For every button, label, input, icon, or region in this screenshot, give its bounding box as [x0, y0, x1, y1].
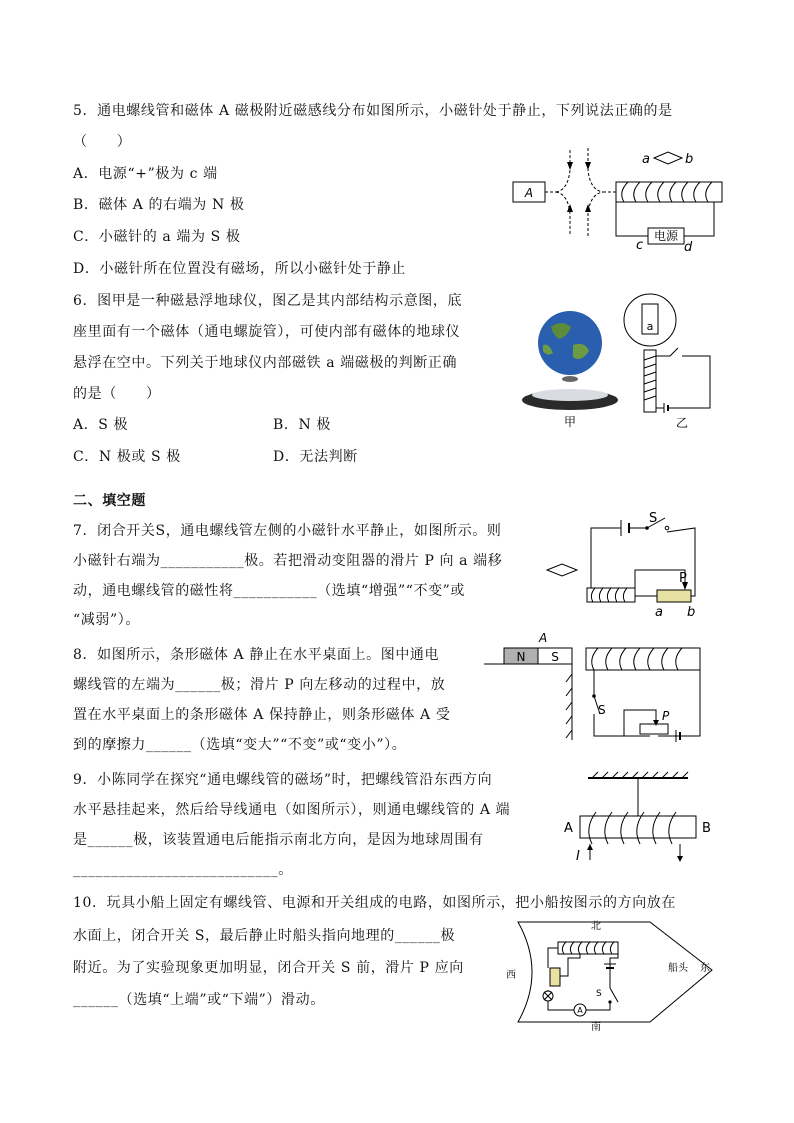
q6-stem-line3: 悬浮在空中。下列关于地球仪内部磁铁 a 端磁极的判断正确: [73, 355, 458, 371]
q5-option-d: D．小磁针所在位置没有磁场，所以小磁针处于静止: [73, 261, 407, 277]
q5-option-c: C．小磁针的 a 端为 S 极: [73, 229, 241, 245]
current-arrow-in: [587, 844, 593, 850]
switch-s-label: S: [649, 511, 658, 526]
field-arrow: [567, 204, 573, 212]
west-label: 西: [506, 970, 516, 981]
slider-p-label: P: [662, 709, 670, 723]
field-lines: [545, 148, 616, 236]
table-hatch: [566, 674, 572, 738]
q10-figure: [500, 918, 730, 1033]
q8-stem-line3: 置在水平桌面上的条形磁体 A 保持静止，则条形磁体 A 受: [73, 707, 451, 723]
q5-figure: [508, 140, 728, 260]
bow-label: 船头: [668, 963, 688, 974]
north-label: 北: [591, 921, 601, 932]
rheostat-a-label: a: [655, 605, 663, 620]
switch-s-label: S: [596, 989, 602, 999]
globe: [538, 311, 602, 375]
q5-option-b: B．磁体 A 的右端为 N 极: [73, 197, 245, 213]
base-circuit: [656, 348, 710, 408]
solenoid: [586, 648, 700, 670]
power-source-label: 电源: [653, 229, 679, 243]
magnet-a-label: A: [539, 631, 548, 645]
q9-stem-line4: ___________________________。: [73, 862, 293, 878]
q7-stem-line4: “减弱”）。: [73, 612, 140, 628]
switch-s-label: S: [598, 703, 606, 717]
q10-stem-line4: ______（选填“上端”或“下端”）滑动。: [73, 992, 325, 1008]
q9-stem-line2: 水平悬挂起来，然后给导线通电（如图所示），则通电螺线管的 A 端: [73, 802, 511, 818]
q8-stem-line2: 螺线管的左端为______极；滑片 P 向左移动的过程中，放: [73, 677, 446, 693]
field-arrow: [585, 162, 591, 170]
rheostat-b-label: b: [687, 605, 696, 620]
east-label: 东: [700, 963, 710, 974]
compass-needle: [547, 564, 577, 576]
end-b-label: B: [702, 821, 711, 836]
q10-stem-line1: 10．玩具小船上固定有螺线管、电源和开关组成的电路，如图所示，把小船按图示的方向放在: [73, 895, 677, 911]
rheostat: [550, 968, 560, 986]
rheostat: [640, 724, 668, 734]
current-i-label: I: [576, 849, 580, 864]
q6-stem-line2: 座里面有一个磁体（通电螺旋管），可使内部有磁体的地球仪: [73, 324, 461, 340]
q8-stem-line1: 8．如图所示，条形磁体 A 静止在水平桌面上。图中通电: [73, 647, 440, 663]
compass-needle: [654, 152, 682, 164]
figure-jia-label: 甲: [563, 415, 577, 429]
q6-figure-yi-structure: [620, 290, 720, 430]
section-title-fill-in: 二、填空题: [73, 493, 146, 509]
q6-option-b: B．N 极: [273, 417, 331, 433]
q7-figure: [545, 510, 725, 620]
solenoid: [580, 816, 696, 838]
needle-a-label: a: [642, 152, 650, 167]
q6-option-c: C．N 极或 S 极: [73, 449, 181, 465]
q6-stem-line4: 的是（ ）: [73, 386, 161, 402]
q6-figure-jia-globe: [515, 305, 625, 430]
field-arrow: [567, 162, 573, 170]
q7-stem-line3: 动，通电螺线管的磁性将___________（选填“增强”“不变”或: [73, 583, 466, 599]
q8-stem-line4: 到的摩擦力______（选填“变大”“不变”或“变小”）。: [73, 737, 407, 753]
q10-stem-line3: 附近。为了实验现象更加明显，闭合开关 S 前，滑片 P 应向: [73, 960, 464, 976]
q5-option-a: A．电源“+”极为 c 端: [73, 166, 218, 182]
q9-stem-line1: 9．小陈同学在探究“通电螺线管的磁场”时，把螺线管沿东西方向: [73, 772, 493, 788]
q9-figure: [560, 770, 720, 865]
slider-p-label: P: [679, 571, 687, 586]
ammeter-label: A: [577, 1006, 583, 1015]
magnet-a-end-label: a: [646, 320, 654, 333]
current-arrow-out: [677, 856, 683, 862]
q7-stem-line1: 7．闭合开关S，通电螺线管左侧的小磁针水平静止，如图所示。则: [73, 523, 502, 539]
magnet-n-label: N: [516, 650, 526, 664]
table: [484, 664, 572, 740]
rheostat: [657, 590, 691, 602]
terminal-d-label: d: [684, 240, 693, 255]
q8-figure: [484, 630, 704, 745]
q6-option-d: D．无法判断: [273, 449, 358, 465]
q5-answer-paren: （ ）: [73, 134, 132, 150]
q6-stem-line1: 6．图甲是一种磁悬浮地球仪，图乙是其内部结构示意图，底: [73, 293, 463, 309]
magnet-a-label: A: [524, 186, 534, 200]
needle-b-label: b: [685, 152, 694, 167]
south-label: 南: [591, 1022, 601, 1033]
q9-stem-line3: 是______极，该装置通电后能指示南北方向，是因为地球周围有: [73, 832, 484, 848]
terminal-c-label: c: [636, 238, 644, 253]
solenoid: [587, 588, 635, 602]
figure-yi-label: 乙: [675, 416, 689, 430]
q6-option-a: A．S 极: [73, 417, 129, 433]
q10-stem-line2: 水面上，闭合开关 S，最后静止时船头指向地理的______极: [73, 928, 456, 944]
magnet-s-label: S: [551, 650, 559, 664]
q5-stem-line1: 5．通电螺线管和磁体 A 磁极附近磁感线分布如图所示，小磁针处于静止，下列说法正确的是: [73, 103, 673, 119]
end-a-label: A: [564, 821, 573, 836]
q7-stem-line2: 小磁针右端为___________极。若把滑动变阻器的滑片 P 向 a 端移: [73, 553, 503, 569]
